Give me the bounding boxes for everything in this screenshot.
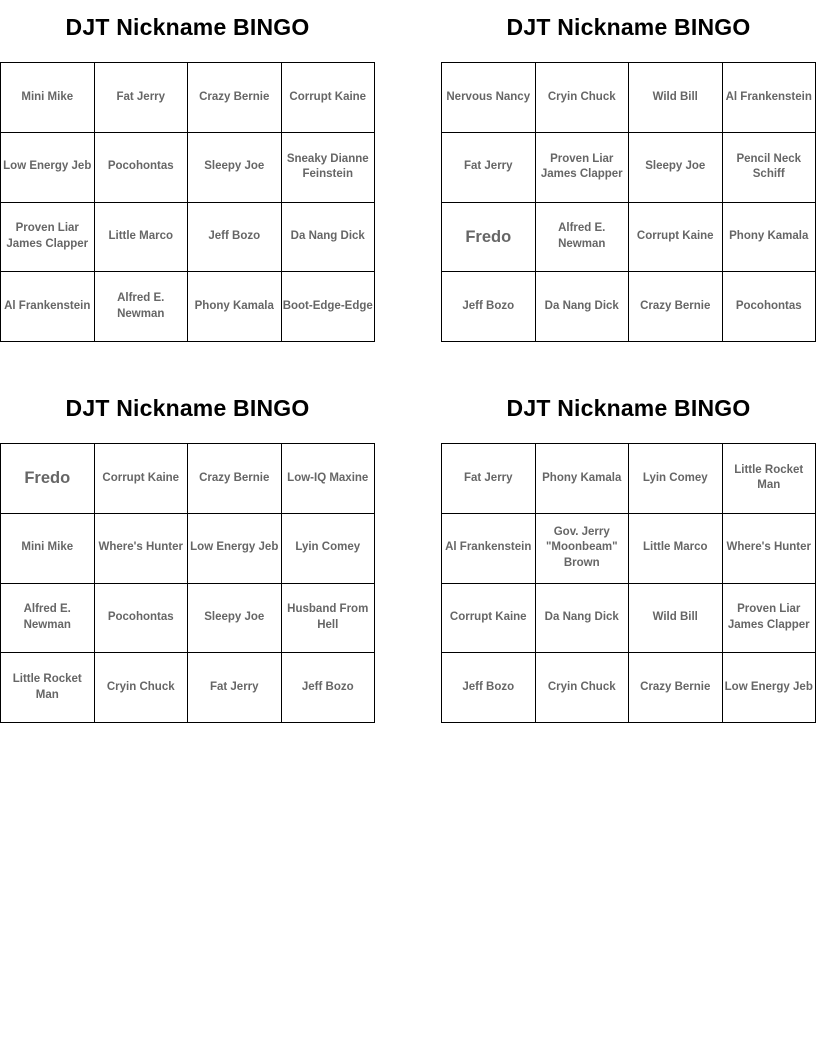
bingo-cell: Jeff Bozo — [282, 653, 376, 723]
bingo-cell: Cryin Chuck — [95, 653, 189, 723]
bingo-cell: Mini Mike — [1, 514, 95, 584]
bingo-cell: Fat Jerry — [188, 653, 282, 723]
bingo-cell: Pocohontas — [95, 584, 189, 654]
bingo-grid — [441, 443, 816, 723]
bingo-cell: Corrupt Kaine — [442, 584, 536, 654]
bingo-grid — [0, 62, 375, 342]
bingo-cell: Fredo — [1, 444, 95, 514]
bingo-cell: Crazy Bernie — [629, 653, 723, 723]
bingo-cell: Fat Jerry — [442, 133, 536, 203]
bingo-cell: Alfred E. Newman — [536, 203, 630, 273]
bingo-cell: Da Nang Dick — [282, 203, 376, 273]
bingo-cell: Crazy Bernie — [188, 63, 282, 133]
bingo-cell: Little Rocket Man — [723, 444, 816, 514]
bingo-cell: Proven Liar James Clapper — [1, 203, 95, 273]
bingo-cell: Fat Jerry — [442, 444, 536, 514]
bingo-cell: Crazy Bernie — [629, 272, 723, 342]
bingo-cell: Where's Hunter — [95, 514, 189, 584]
bingo-cell: Al Frankenstein — [723, 63, 816, 133]
bingo-cell: Wild Bill — [629, 584, 723, 654]
bingo-cell: Lyin Comey — [282, 514, 376, 584]
bingo-cell: Phony Kamala — [536, 444, 630, 514]
bingo-cell: Fredo — [442, 203, 536, 273]
bingo-cell: Pocohontas — [95, 133, 189, 203]
bingo-cell: Nervous Nancy — [442, 63, 536, 133]
bingo-cell: Low-IQ Maxine — [282, 444, 376, 514]
bingo-cell: Cryin Chuck — [536, 63, 630, 133]
bingo-cell: Where's Hunter — [723, 514, 816, 584]
bingo-cell: Pocohontas — [723, 272, 816, 342]
bingo-cell: Cryin Chuck — [536, 653, 630, 723]
bingo-cell: Pencil Neck Schiff — [723, 133, 816, 203]
bingo-cell: Corrupt Kaine — [95, 444, 189, 514]
card-title: DJT Nickname BINGO — [65, 394, 310, 421]
bingo-cell: Sleepy Joe — [629, 133, 723, 203]
bingo-cell: Proven Liar James Clapper — [536, 133, 630, 203]
bingo-cell: Low Energy Jeb — [723, 653, 816, 723]
bingo-cell: Proven Liar James Clapper — [723, 584, 816, 654]
bingo-cell: Da Nang Dick — [536, 584, 630, 654]
bingo-grid — [0, 443, 375, 723]
bingo-cell: Mini Mike — [1, 63, 95, 133]
bingo-cell: Little Rocket Man — [1, 653, 95, 723]
bingo-cell: Phony Kamala — [188, 272, 282, 342]
bingo-grid — [441, 62, 816, 342]
card-title: DJT Nickname BINGO — [506, 13, 751, 40]
bingo-cell: Jeff Bozo — [442, 653, 536, 723]
bingo-cell: Fat Jerry — [95, 63, 189, 133]
bingo-cell: Sneaky Dianne Feinstein — [282, 133, 376, 203]
bingo-cell: Phony Kamala — [723, 203, 816, 273]
bingo-cell: Gov. Jerry "Moonbeam" Brown — [536, 514, 630, 584]
bingo-cell: Jeff Bozo — [188, 203, 282, 273]
bingo-cell: Boot-Edge-Edge — [282, 272, 376, 342]
bingo-cell: Sleepy Joe — [188, 584, 282, 654]
card-title: DJT Nickname BINGO — [506, 394, 751, 421]
bingo-cell: Alfred E. Newman — [1, 584, 95, 654]
bingo-cell: Crazy Bernie — [188, 444, 282, 514]
bingo-cell: Wild Bill — [629, 63, 723, 133]
bingo-cell: Little Marco — [95, 203, 189, 273]
bingo-cell: Sleepy Joe — [188, 133, 282, 203]
bingo-cell: Corrupt Kaine — [282, 63, 376, 133]
bingo-cell: Lyin Comey — [629, 444, 723, 514]
bingo-cell: Corrupt Kaine — [629, 203, 723, 273]
bingo-cell: Al Frankenstein — [1, 272, 95, 342]
bingo-cell: Low Energy Jeb — [188, 514, 282, 584]
bingo-cell: Da Nang Dick — [536, 272, 630, 342]
bingo-cell: Low Energy Jeb — [1, 133, 95, 203]
bingo-cell: Alfred E. Newman — [95, 272, 189, 342]
bingo-cell: Husband From Hell — [282, 584, 376, 654]
bingo-cell: Jeff Bozo — [442, 272, 536, 342]
bingo-cell: Little Marco — [629, 514, 723, 584]
card-title: DJT Nickname BINGO — [65, 13, 310, 40]
bingo-cell: Al Frankenstein — [442, 514, 536, 584]
